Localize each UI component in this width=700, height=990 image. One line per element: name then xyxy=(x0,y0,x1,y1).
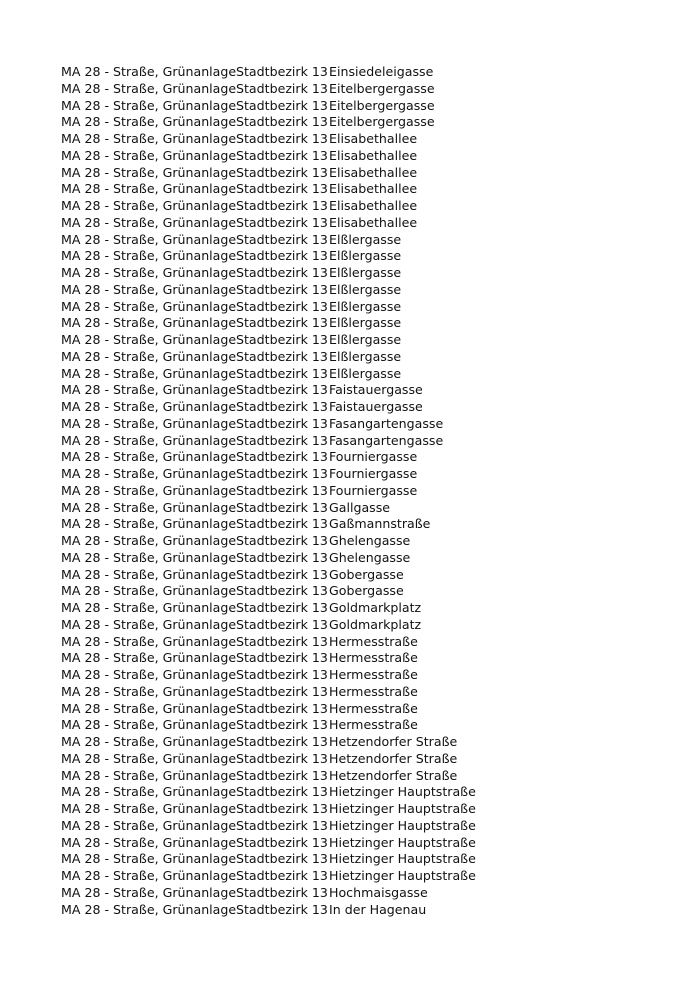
street-cell: Gobergasse xyxy=(329,583,404,599)
department-cell: MA 28 - Straße, Grünanlage xyxy=(61,750,237,766)
department-cell: MA 28 - Straße, Grünanlage xyxy=(61,616,237,632)
district-cell: Stadtbezirk 13 xyxy=(236,131,328,146)
street-cell: Hietzinger Hauptstraße xyxy=(329,868,476,883)
department-cell: MA 28 - Straße, Grünanlage xyxy=(61,399,237,414)
district-cell: Stadtbezirk 13 xyxy=(236,399,328,414)
list-row xyxy=(61,650,681,667)
street-cell: Hietzinger Hauptstraße xyxy=(329,851,476,867)
department-cell: MA 28 - Straße, Grünanlage xyxy=(61,315,237,331)
list-row xyxy=(61,64,681,81)
department-cell: MA 28 - Straße, Grünanlage xyxy=(61,516,237,532)
department-cell: MA 28 - Straße, Grünanlage xyxy=(61,449,237,465)
department-cell: MA 28 - Straße, Grünanlage xyxy=(61,64,237,79)
district-cell: Stadtbezirk 13 xyxy=(236,901,328,917)
district-cell: Stadtbezirk 13 xyxy=(236,583,328,599)
street-cell: Hietzinger Hauptstraße xyxy=(329,817,476,833)
street-cell: Eitelbergergasse xyxy=(329,97,435,113)
department-cell: MA 28 - Straße, Grünanlage xyxy=(61,332,237,347)
district-cell: Stadtbezirk 13 xyxy=(236,298,328,314)
street-cell: Eitelbergergasse xyxy=(329,80,435,96)
list-row xyxy=(61,483,681,500)
district-cell: Stadtbezirk 13 xyxy=(236,868,328,883)
list-row xyxy=(61,516,681,533)
district-cell: Stadtbezirk 13 xyxy=(236,533,328,548)
list-row xyxy=(61,449,681,466)
street-cell: Hetzendorfer Straße xyxy=(329,750,458,766)
list-row xyxy=(61,215,681,232)
street-cell: Hermesstraße xyxy=(329,650,418,666)
street-cell: Ghelengasse xyxy=(329,533,411,548)
district-cell: Stadtbezirk 13 xyxy=(236,851,328,867)
list-row xyxy=(61,148,681,165)
department-cell: MA 28 - Straße, Grünanlage xyxy=(61,633,237,649)
department-cell: MA 28 - Straße, Grünanlage xyxy=(61,365,237,381)
list-row xyxy=(61,885,681,902)
district-cell: Stadtbezirk 13 xyxy=(236,499,328,515)
district-cell: Stadtbezirk 13 xyxy=(236,198,328,213)
list-row xyxy=(61,165,681,182)
district-cell: Stadtbezirk 13 xyxy=(236,600,328,615)
district-cell: Stadtbezirk 13 xyxy=(236,265,328,280)
street-cell: Gaßmannstraße xyxy=(329,516,431,532)
street-cell: Elßlergasse xyxy=(329,265,402,280)
list-row xyxy=(61,768,681,785)
department-cell: MA 28 - Straße, Grünanlage xyxy=(61,583,237,599)
department-cell: MA 28 - Straße, Grünanlage xyxy=(61,181,237,197)
department-cell: MA 28 - Straße, Grünanlage xyxy=(61,767,237,783)
street-cell: Fourniergasse xyxy=(329,482,418,498)
street-cell: Fasangartengasse xyxy=(329,415,444,431)
street-cell: Hochmaisgasse xyxy=(329,884,428,900)
street-cell: Ghelengasse xyxy=(329,549,411,565)
list-row xyxy=(61,265,681,282)
list-row xyxy=(61,784,681,801)
district-cell: Stadtbezirk 13 xyxy=(236,616,328,632)
street-cell: Hietzinger Hauptstraße xyxy=(329,834,476,850)
list-row xyxy=(61,433,681,450)
list-row xyxy=(61,617,681,634)
street-list xyxy=(61,64,681,918)
street-cell: Elisabethallee xyxy=(329,198,418,213)
street-cell: Fourniergasse xyxy=(329,466,418,481)
street-cell: Hietzinger Hauptstraße xyxy=(329,801,476,816)
list-row xyxy=(61,751,681,768)
district-cell: Stadtbezirk 13 xyxy=(236,717,328,733)
street-cell: Fasangartengasse xyxy=(329,432,444,448)
department-cell: MA 28 - Straße, Grünanlage xyxy=(61,214,237,230)
district-cell: Stadtbezirk 13 xyxy=(236,750,328,766)
district-cell: Stadtbezirk 13 xyxy=(236,784,328,800)
district-cell: Stadtbezirk 13 xyxy=(236,164,328,180)
street-cell: Einsiedeleigasse xyxy=(329,64,434,79)
district-cell: Stadtbezirk 13 xyxy=(236,817,328,833)
department-cell: MA 28 - Straße, Grünanlage xyxy=(61,482,237,498)
department-cell: MA 28 - Straße, Grünanlage xyxy=(61,801,237,816)
street-cell: Elisabethallee xyxy=(329,181,418,197)
list-row xyxy=(61,315,681,332)
list-row xyxy=(61,349,681,366)
list-row xyxy=(61,701,681,718)
street-cell: Eitelbergergasse xyxy=(329,114,435,130)
list-row xyxy=(61,868,681,885)
district-cell: Stadtbezirk 13 xyxy=(236,767,328,783)
district-cell: Stadtbezirk 13 xyxy=(236,801,328,816)
district-cell: Stadtbezirk 13 xyxy=(236,650,328,666)
district-cell: Stadtbezirk 13 xyxy=(236,700,328,716)
department-cell: MA 28 - Straße, Grünanlage xyxy=(61,650,237,666)
department-cell: MA 28 - Straße, Grünanlage xyxy=(61,97,237,113)
department-cell: MA 28 - Straße, Grünanlage xyxy=(61,884,237,900)
department-cell: MA 28 - Straße, Grünanlage xyxy=(61,901,237,917)
district-cell: Stadtbezirk 13 xyxy=(236,516,328,532)
street-cell: Elisabethallee xyxy=(329,164,418,180)
district-cell: Stadtbezirk 13 xyxy=(236,315,328,331)
district-cell: Stadtbezirk 13 xyxy=(236,147,328,163)
list-row xyxy=(61,500,681,517)
department-cell: MA 28 - Straße, Grünanlage xyxy=(61,834,237,850)
district-cell: Stadtbezirk 13 xyxy=(236,449,328,465)
department-cell: MA 28 - Straße, Grünanlage xyxy=(61,348,237,364)
district-cell: Stadtbezirk 13 xyxy=(236,281,328,297)
list-row xyxy=(61,818,681,835)
street-cell: Goldmarkplatz xyxy=(329,600,422,615)
department-cell: MA 28 - Straße, Grünanlage xyxy=(61,265,237,280)
street-cell: In der Hagenau xyxy=(329,901,427,917)
list-row xyxy=(61,114,681,131)
district-cell: Stadtbezirk 13 xyxy=(236,348,328,364)
district-cell: Stadtbezirk 13 xyxy=(236,80,328,96)
street-cell: Faistauergasse xyxy=(329,382,423,398)
department-cell: MA 28 - Straße, Grünanlage xyxy=(61,734,237,749)
department-cell: MA 28 - Straße, Grünanlage xyxy=(61,80,237,96)
list-row xyxy=(61,332,681,349)
department-cell: MA 28 - Straße, Grünanlage xyxy=(61,466,237,481)
district-cell: Stadtbezirk 13 xyxy=(236,114,328,130)
department-cell: MA 28 - Straße, Grünanlage xyxy=(61,851,237,867)
district-cell: Stadtbezirk 13 xyxy=(236,181,328,197)
street-cell: Elßlergasse xyxy=(329,298,402,314)
department-cell: MA 28 - Straße, Grünanlage xyxy=(61,700,237,716)
department-cell: MA 28 - Straße, Grünanlage xyxy=(61,147,237,163)
department-cell: MA 28 - Straße, Grünanlage xyxy=(61,164,237,180)
list-row xyxy=(61,81,681,98)
district-cell: Stadtbezirk 13 xyxy=(236,667,328,682)
list-row xyxy=(61,248,681,265)
department-cell: MA 28 - Straße, Grünanlage xyxy=(61,600,237,615)
district-cell: Stadtbezirk 13 xyxy=(236,97,328,113)
district-cell: Stadtbezirk 13 xyxy=(236,734,328,749)
street-cell: Elisabethallee xyxy=(329,214,418,230)
district-cell: Stadtbezirk 13 xyxy=(236,214,328,230)
list-row xyxy=(61,734,681,751)
street-cell: Hermesstraße xyxy=(329,717,418,733)
list-row xyxy=(61,902,681,919)
department-cell: MA 28 - Straße, Grünanlage xyxy=(61,198,237,213)
district-cell: Stadtbezirk 13 xyxy=(236,683,328,699)
department-cell: MA 28 - Straße, Grünanlage xyxy=(61,667,237,682)
department-cell: MA 28 - Straße, Grünanlage xyxy=(61,415,237,431)
list-row xyxy=(61,299,681,316)
district-cell: Stadtbezirk 13 xyxy=(236,365,328,381)
street-cell: Hermesstraße xyxy=(329,683,418,699)
district-cell: Stadtbezirk 13 xyxy=(236,248,328,264)
district-cell: Stadtbezirk 13 xyxy=(236,64,328,79)
department-cell: MA 28 - Straße, Grünanlage xyxy=(61,566,237,582)
list-row xyxy=(61,282,681,299)
street-cell: Gallgasse xyxy=(329,499,391,515)
department-cell: MA 28 - Straße, Grünanlage xyxy=(61,298,237,314)
list-row xyxy=(61,851,681,868)
street-cell: Gobergasse xyxy=(329,566,404,582)
district-cell: Stadtbezirk 13 xyxy=(236,432,328,448)
street-cell: Hietzinger Hauptstraße xyxy=(329,784,476,800)
list-row xyxy=(61,667,681,684)
department-cell: MA 28 - Straße, Grünanlage xyxy=(61,533,237,548)
department-cell: MA 28 - Straße, Grünanlage xyxy=(61,131,237,146)
list-row xyxy=(61,366,681,383)
district-cell: Stadtbezirk 13 xyxy=(236,566,328,582)
department-cell: MA 28 - Straße, Grünanlage xyxy=(61,499,237,515)
list-row xyxy=(61,98,681,115)
street-cell: Fourniergasse xyxy=(329,449,418,465)
street-cell: Faistauergasse xyxy=(329,399,423,414)
department-cell: MA 28 - Straße, Grünanlage xyxy=(61,817,237,833)
list-row xyxy=(61,801,681,818)
district-cell: Stadtbezirk 13 xyxy=(236,415,328,431)
department-cell: MA 28 - Straße, Grünanlage xyxy=(61,683,237,699)
list-row xyxy=(61,399,681,416)
list-row xyxy=(61,567,681,584)
list-row xyxy=(61,835,681,852)
department-cell: MA 28 - Straße, Grünanlage xyxy=(61,549,237,565)
street-cell: Hetzendorfer Straße xyxy=(329,767,458,783)
street-cell: Hermesstraße xyxy=(329,700,418,716)
street-cell: Elßlergasse xyxy=(329,348,402,364)
district-cell: Stadtbezirk 13 xyxy=(236,332,328,347)
list-row xyxy=(61,382,681,399)
district-cell: Stadtbezirk 13 xyxy=(236,231,328,247)
department-cell: MA 28 - Straße, Grünanlage xyxy=(61,114,237,130)
list-row xyxy=(61,466,681,483)
street-cell: Elßlergasse xyxy=(329,365,402,381)
district-cell: Stadtbezirk 13 xyxy=(236,482,328,498)
list-row xyxy=(61,583,681,600)
department-cell: MA 28 - Straße, Grünanlage xyxy=(61,382,237,398)
list-row xyxy=(61,600,681,617)
district-cell: Stadtbezirk 13 xyxy=(236,884,328,900)
district-cell: Stadtbezirk 13 xyxy=(236,382,328,398)
list-row xyxy=(61,232,681,249)
street-cell: Hermesstraße xyxy=(329,633,418,649)
street-cell: Elisabethallee xyxy=(329,147,418,163)
street-cell: Elßlergasse xyxy=(329,231,402,247)
list-row xyxy=(61,181,681,198)
street-cell: Goldmarkplatz xyxy=(329,616,422,632)
district-cell: Stadtbezirk 13 xyxy=(236,466,328,481)
street-cell: Elßlergasse xyxy=(329,332,402,347)
list-row xyxy=(61,717,681,734)
district-cell: Stadtbezirk 13 xyxy=(236,549,328,565)
department-cell: MA 28 - Straße, Grünanlage xyxy=(61,231,237,247)
street-cell: Elßlergasse xyxy=(329,248,402,264)
list-row xyxy=(61,131,681,148)
district-cell: Stadtbezirk 13 xyxy=(236,633,328,649)
street-cell: Elßlergasse xyxy=(329,315,402,331)
department-cell: MA 28 - Straße, Grünanlage xyxy=(61,717,237,733)
department-cell: MA 28 - Straße, Grünanlage xyxy=(61,248,237,264)
department-cell: MA 28 - Straße, Grünanlage xyxy=(61,784,237,800)
street-cell: Elßlergasse xyxy=(329,281,402,297)
department-cell: MA 28 - Straße, Grünanlage xyxy=(61,868,237,883)
list-row xyxy=(61,684,681,701)
list-row xyxy=(61,550,681,567)
department-cell: MA 28 - Straße, Grünanlage xyxy=(61,281,237,297)
department-cell: MA 28 - Straße, Grünanlage xyxy=(61,432,237,448)
district-cell: Stadtbezirk 13 xyxy=(236,834,328,850)
list-row xyxy=(61,416,681,433)
street-cell: Hermesstraße xyxy=(329,667,418,682)
list-row xyxy=(61,634,681,651)
street-cell: Elisabethallee xyxy=(329,131,418,146)
street-cell: Hetzendorfer Straße xyxy=(329,734,458,749)
list-row xyxy=(61,533,681,550)
list-row xyxy=(61,198,681,215)
